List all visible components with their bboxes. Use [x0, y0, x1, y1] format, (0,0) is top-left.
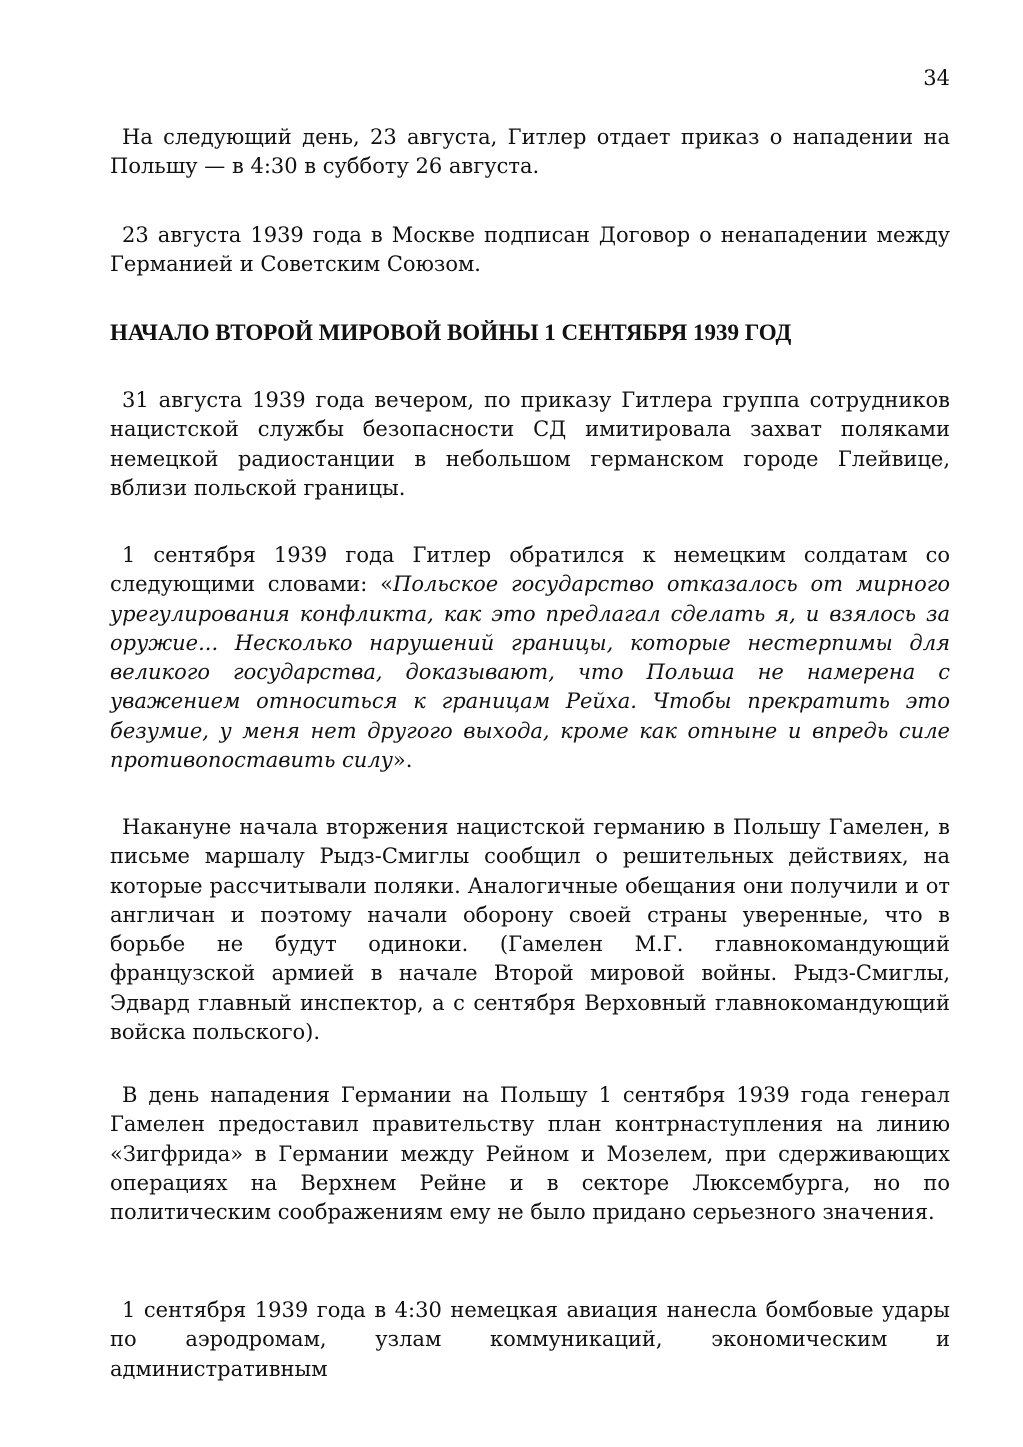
paragraph-gamelin-letter: Накануне начала вторжения нацистской германию в Польшу Гамелен, в письме маршалу Рыдз-Смиглы сообщил о решительных действиях, на которые рассчитывали поляки. Аналогичные обещания они получили и от англичан и поэтому начали оборону своей страны уверенные, что в борьбе не будут одиноки. (Гамелен М.Г. главнокомандующий французской армией в начале Второй мировой войны. Рыдз-Смиглы, Эдвард главный инспектор, а с сентября Верховный главнокомандующий войска польского). [110, 815, 950, 1045]
paragraph-pact-signed: 23 августа 1939 года в Москве подписан Договор о ненападении между Германией и Советским Союзом. [110, 223, 950, 277]
section-heading: НАЧАЛО ВТОРОЙ МИРОВОЙ ВОЙНЫ 1 СЕНТЯБРЯ 1939 ГОД [110, 320, 792, 345]
paragraph-hitler-speech [110, 541, 950, 775]
speech-outro: ». [392, 748, 413, 773]
document-page [110, 0, 950, 1447]
paragraph-gleiwitz: 31 августа 1939 года вечером, по приказу Гитлера группа сотрудников нацистской службы безопасности СД имитировала захват поляками немецкой радиостанции в небольшом германском городе Глейвице, вблизи польской границы. [110, 388, 950, 500]
paragraph-luftwaffe-strikes: 1 сентября 1939 года в 4:30 немецкая авиация нанесла бомбовые удары по аэродромам, узлам коммуникаций, экономическим и административным [110, 1298, 950, 1381]
paragraph-gamelin-plan: В день нападения Германии на Польшу 1 сентября 1939 года генерал Гамелен предоставил правительству план контрнаступления на линию «Зигфрида» в Германии между Рейном и Мозелем, при сдерживающих операциях на Верхнем Рейне и в секторе Люксембурга, но по политическим соображениям ему не было придано серьезного значения. [110, 1083, 950, 1225]
speech-intro: 1 сентября 1939 года Гитлер обратился к немецким солдатам со следующими словами: « [110, 543, 950, 597]
speech-quote: Польское государство отказалось от мирного урегулирования конфликта, как это предлагал сделать я, и взялось за оружие... Несколько нарушений границы, которые нестерпимы для великого государства, доказывают, что Польша не намерена с уважением относиться к границам Рейха. Чтобы прекратить это безумие, у меня нет другого выхода, кроме как отныне и впредь силе противопоставить силу [110, 572, 950, 773]
page-number: 34 [923, 66, 950, 90]
paragraph-hitler-order: На следующий день, 23 августа, Гитлер отдает приказ о нападении на Польшу — в 4:30 в субботу 26 августа. [110, 125, 950, 179]
